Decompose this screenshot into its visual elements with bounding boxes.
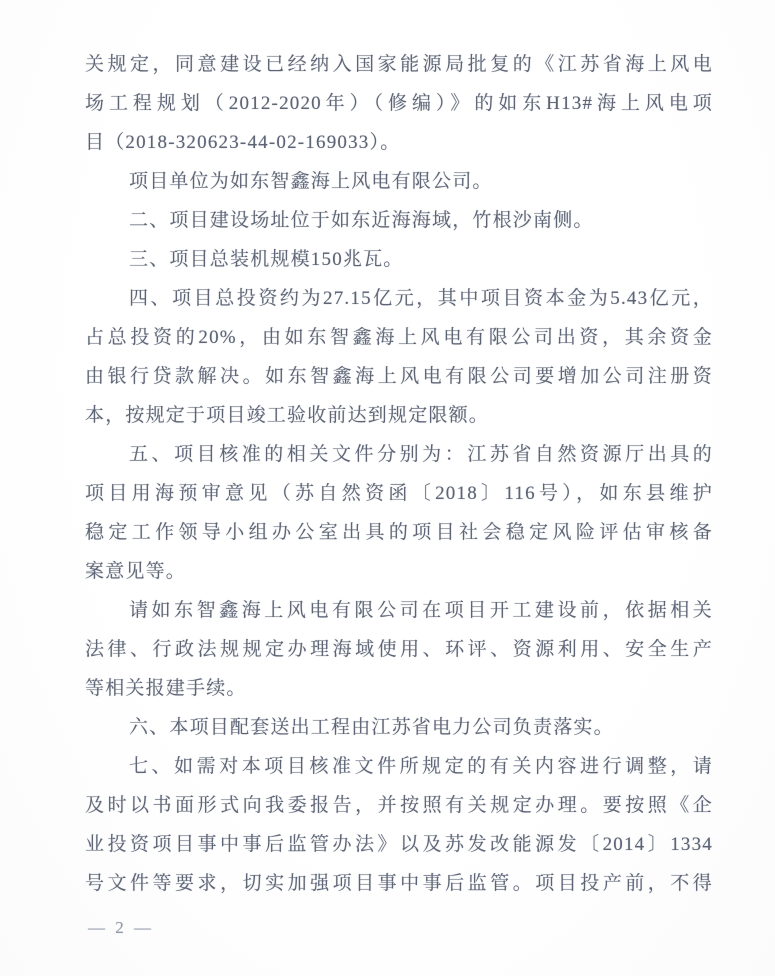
text-line: 关规定，同意建设已经纳入国家能源局批复的《江苏省海上风电 [85,54,713,75]
text-line: 六、本项目配套送出工程由江苏省电力公司负责落实。 [129,717,614,738]
text-line: 由银行贷款解决。如东智鑫海上风电有限公司要增加公司注册资 [85,366,713,387]
text-line: 请如东智鑫海上风电有限公司在项目开工建设前，依据相关 [129,600,713,621]
text-line: 目（2018-320623-44-02-169033）。 [85,132,401,153]
text-line: 四、项目总投资约为27.15亿元，其中项目资本金为5.43亿元， [129,288,713,309]
text-line: 本，按规定于项目竣工验收前达到规定限额。 [85,405,490,426]
text-line: 项目用海预审意见（苏自然资函〔2018〕116号），如东县维护 [85,483,713,504]
text-line: 场工程规划（2012-2020年）（修编）》的如东H13#海上风电项 [85,93,713,114]
text-line: 项目单位为如东智鑫海上风电有限公司。 [129,171,493,192]
page-number: — 2 — [88,918,154,937]
text-line: 法律、行政法规规定办理海域使用、环评、资源利用、安全生产 [85,639,713,660]
text-line: 等相关报建手续。 [85,678,247,699]
text-line: 三、项目总装机规模150兆瓦。 [129,249,404,270]
document-body-text [85,45,713,903]
text-line: 二、项目建设场址位于如东近海海域，竹根沙南侧。 [129,210,594,231]
text-line: 稳定工作领导小组办公室出具的项目社会稳定风险评估审核备 [85,522,713,543]
text-line: 案意见等。 [85,561,187,582]
text-line: 业投资项目事中事后监管办法》以及苏发改能源发〔2014〕1334 [85,834,713,855]
text-line: 七、如需对本项目核准文件所规定的有关内容进行调整，请 [129,756,713,777]
text-line: 占总投资的20%，由如东智鑫海上风电有限公司出资，其余资金 [85,327,713,348]
text-line: 五、项目核准的相关文件分别为：江苏省自然资源厅出具的 [129,444,713,465]
text-line: 号文件等要求，切实加强项目事中事后监管。项目投产前，不得 [85,873,713,894]
text-line: 及时以书面形式向我委报告，并按照有关规定办理。要按照《企 [85,795,713,816]
